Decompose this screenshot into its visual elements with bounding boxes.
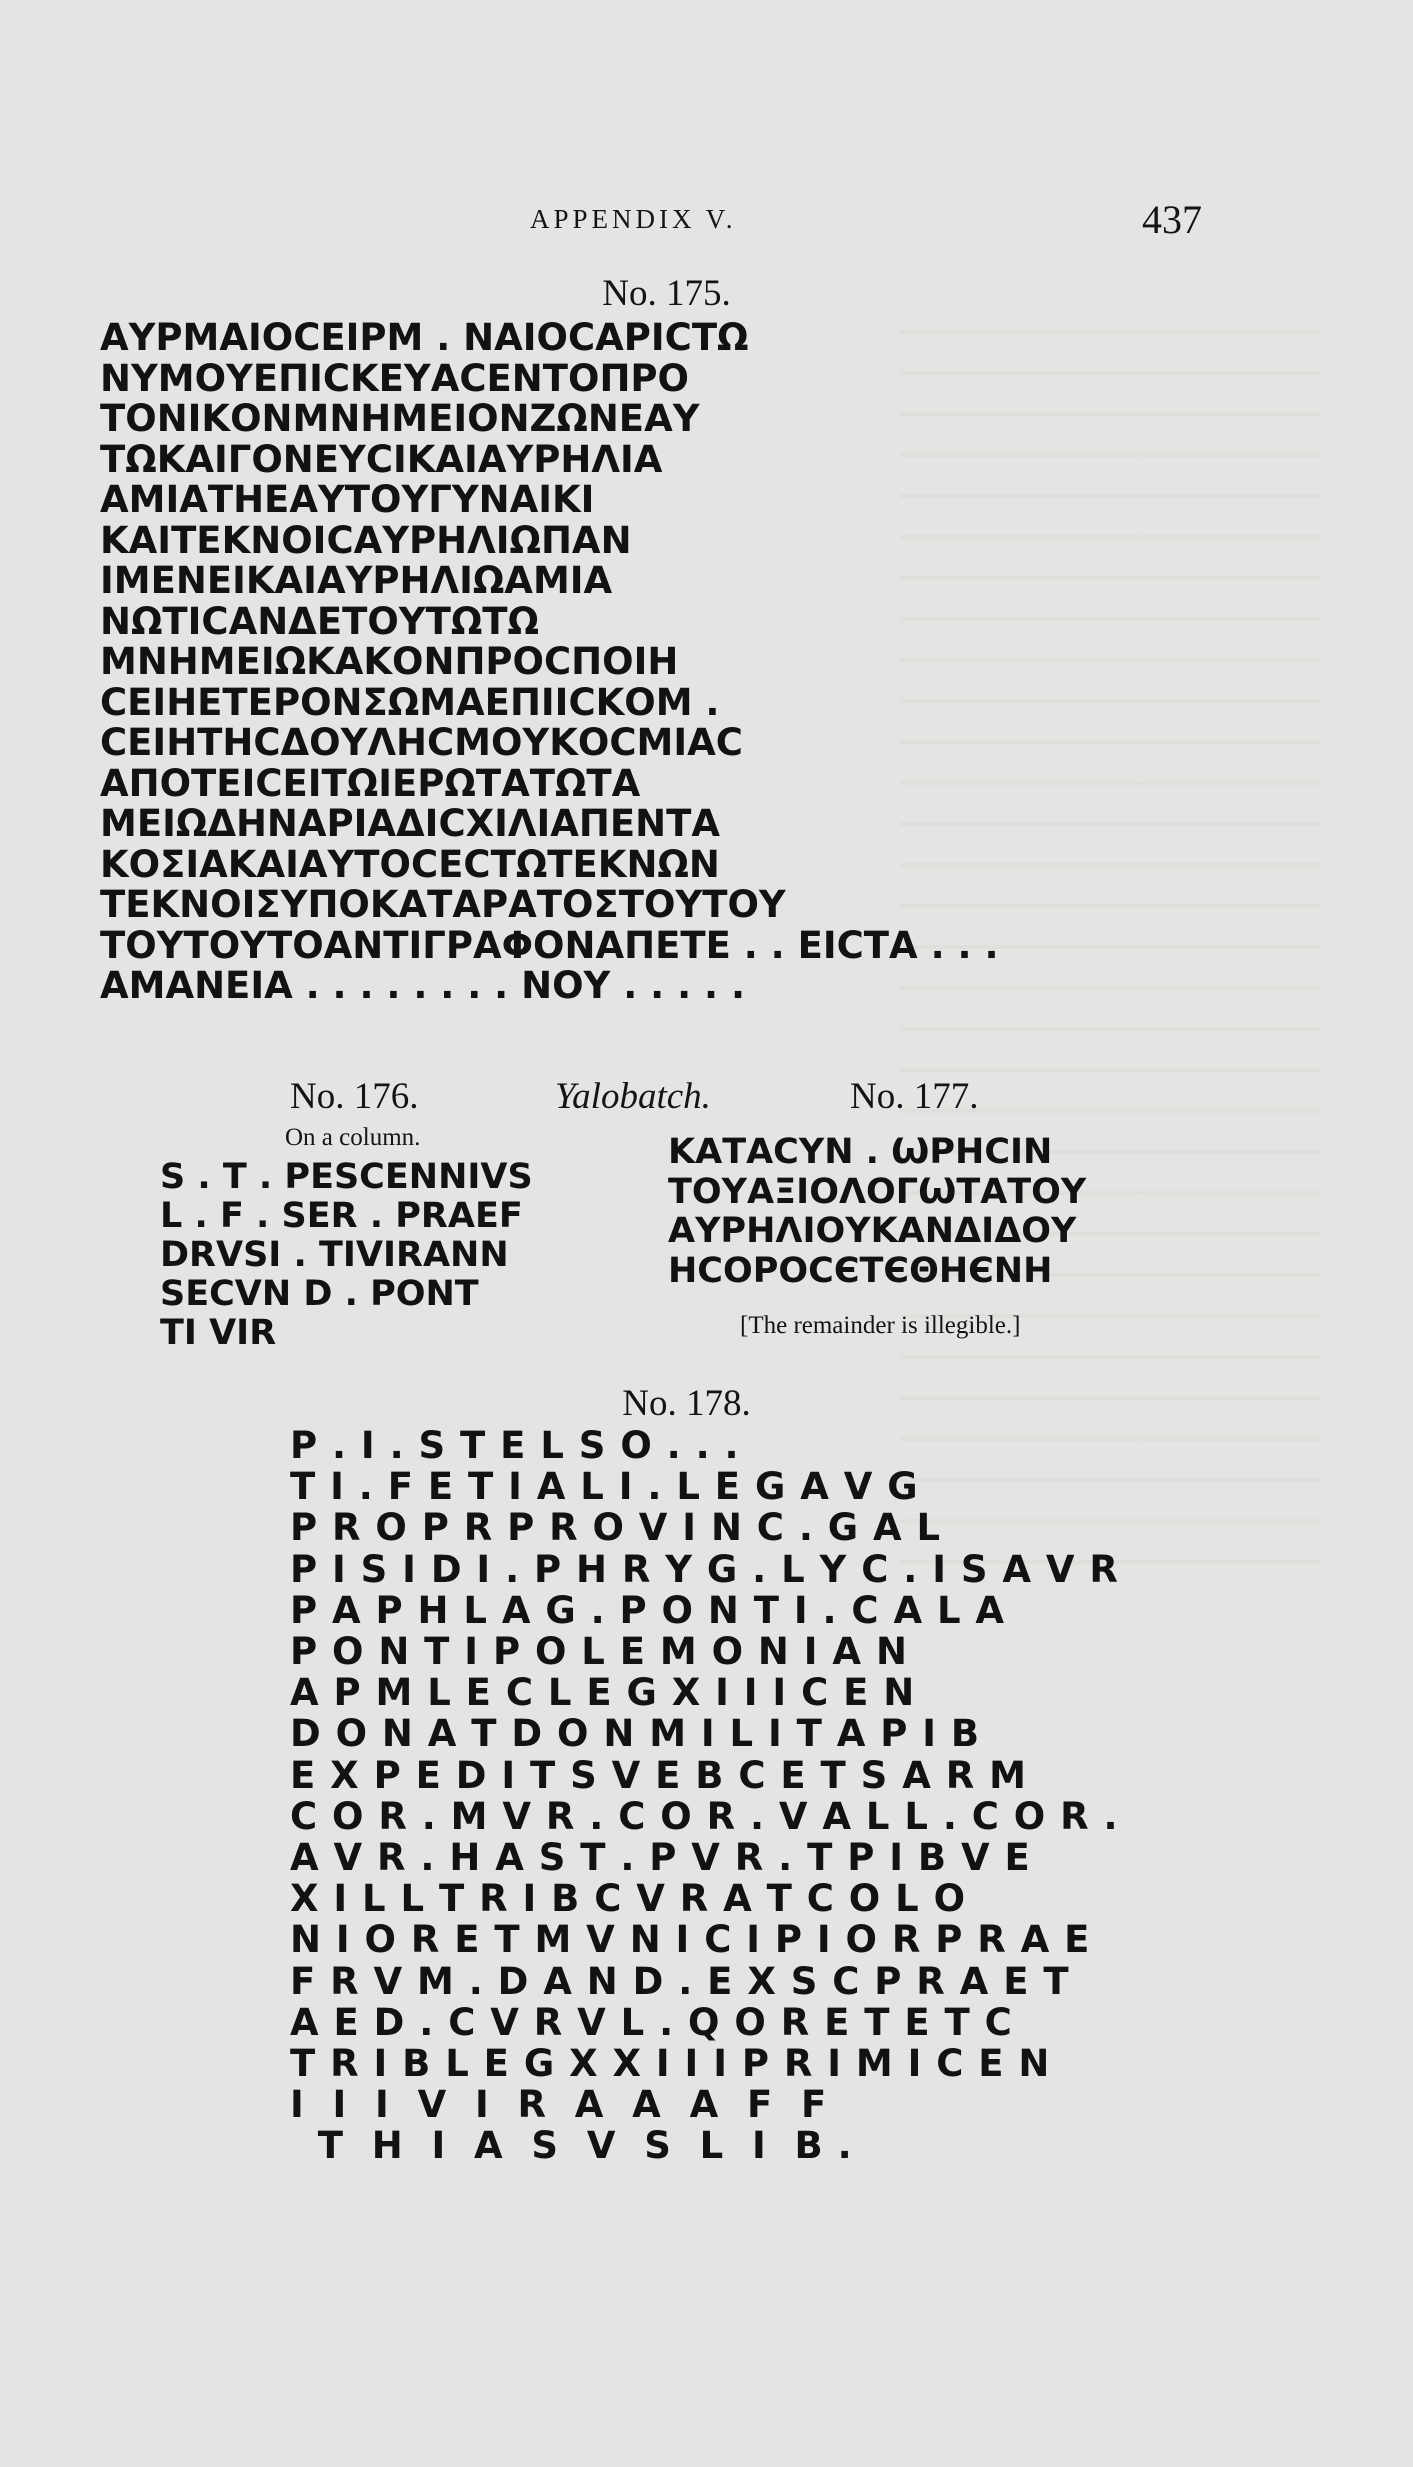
- inscription-line: P . I . S T E L S O . . .: [290, 1424, 740, 1467]
- inscription-176-note: On a column.: [285, 1124, 421, 1151]
- inscription-line: ΜΕΙΩΔΗΝΑΡΙΑΔΙϹΧΙΛΙΑΠΕΝΤΑ: [100, 802, 721, 845]
- inscription-176-text: [160, 1158, 533, 1353]
- page-number: 437: [1142, 197, 1202, 242]
- inscription-line: ΝΥΜΟΥΕΠΙϹΚΕΥΑϹΕΝΤΟΠΡΟ: [100, 356, 689, 400]
- inscription-line: S . T . PESCENNIVS: [160, 1157, 533, 1197]
- inscription-line: P I S I D I . P H R Y G . L Y C . I S A V R: [290, 1547, 1119, 1591]
- inscription-178-heading: No. 178.: [622, 1383, 751, 1424]
- inscription-line: ΚΑΙΤΕΚΝΟΙϹΑΥΡΗΛΙΩΠΑΝ: [100, 518, 632, 562]
- inscription-line: A V R . H A S T . P V R . T P I B V E: [290, 1836, 1031, 1880]
- inscription-line: P R O P R P R O V I N C . G A L: [290, 1506, 942, 1550]
- running-head: APPENDIX V.: [530, 204, 737, 234]
- inscription-line: ΙΜΕΝΕΙΚΑΙΑΥΡΗΛΙΩΑΜΙΑ: [100, 559, 613, 602]
- inscription-line: ΚΟΣΙΑΚΑΙΑΥΤΟϹΕϹΤΩΤΕΚΝΩΝ: [100, 842, 720, 886]
- inscription-line: E X P E D I T S V E B C E T S A R M: [290, 1753, 1027, 1797]
- inscription-line: F R V M . D A N D . E X S C P R A E T: [290, 1959, 1070, 2003]
- inscription-line: T I . F E T I A L I . L E G A V G: [290, 1465, 919, 1509]
- inscription-line: T H I A S V S L I B .: [290, 2124, 853, 2168]
- inscription-line: T R I B L E G X X I I I P R I M I C E N: [290, 2042, 1051, 2086]
- inscription-175-heading: No. 175.: [602, 273, 731, 314]
- inscription-line: ΤΟΝΙΚΟΝΜΝΗΜΕΙΟΝΖΩΝΕΑΥ: [100, 397, 700, 440]
- inscription-line: ΑΥΡΗΛΙΟΥΚΑΝΔΙΔΟΥ: [668, 1211, 1077, 1251]
- inscription-line: L . F . SER . PRAEF: [160, 1196, 523, 1236]
- inscription-line: A E D . C V R V L . Q O R E T E T C: [290, 2000, 1013, 2044]
- inscription-line: TI VIR: [160, 1313, 277, 1353]
- inscription-line: ΝΩΤΙϹΑΝΔΕΤΟΥΤΩΤΩ: [100, 599, 539, 643]
- inscription-177-text: [668, 1133, 1086, 1291]
- inscription-177-note: [The remainder is illegible.]: [740, 1312, 1021, 1339]
- inscription-line: DRVSI . TIVIRANN: [160, 1235, 509, 1275]
- inscription-line: P A P H L A G . P O N T I . C A L A: [290, 1588, 1006, 1632]
- inscription-line: ΚΑΤΑϹΥΝ . ѠΡΗϹΙΝ: [668, 1132, 1053, 1172]
- inscription-line: ΑΜΑΝΕΙΑ . . . . . . . . ΝΟΥ . . . . .: [100, 964, 746, 1007]
- inscription-line: D O N A T D O N M I L I T A P I B: [290, 1712, 981, 1756]
- inscription-line: ΑΠΟΤΕΙϹΕΙΤΩΙΕΡΩΤΑΤΩΤΑ: [100, 761, 641, 805]
- inscription-175-text: [100, 318, 999, 1007]
- inscription-line: ΑΥΡΜΑΙΟϹΕΙΡΜ . ΝΑΙΟϹΑΡΙϹΤΩ: [100, 316, 749, 359]
- inscription-line: ΜΝΗΜΕΙΩΚΑΚΟΝΠΡΟϹΠΟΙΗ: [100, 640, 679, 683]
- inscription-line: I I I V I R A A A F F: [290, 2083, 828, 2127]
- inscription-line: N I O R E T M V N I C I P I O R P R A E: [290, 1918, 1091, 1962]
- inscription-line: ΤΩΚΑΙΓΟΝΕΥϹΙΚΑΙΑΥΡΗΛΙΑ: [100, 437, 663, 481]
- inscription-line: P O N T I P O L E M O N I A N: [290, 1630, 908, 1674]
- inscription-line: ΑΜΙΑΤΗΕΑΥΤΟΥΓΥΝΑΙΚΙ: [100, 478, 595, 521]
- location-label: Yalobatch.: [555, 1076, 711, 1117]
- inscription-178-text: [290, 1425, 1119, 2167]
- inscription-line: ΤΕΚΝΟΙΣΥΠΟΚΑΤΑΡΑΤΟΣΤΟΥΤΟΥ: [100, 883, 786, 926]
- inscription-line: ΗϹΟΡΟϹЄΤЄΘΗЄΝΗ: [668, 1250, 1053, 1291]
- inscription-line: ΤΟΥΤΟΥΤΟΑΝΤΙΓΡΑΦΟΝΑΠΕΤΕ . . ΕΙϹΤΑ . . .: [100, 923, 999, 967]
- inscription-line: A P M L E C L E G X I I I C E N: [290, 1671, 916, 1715]
- inscription-line: SECVN D . PONT: [160, 1274, 479, 1314]
- inscription-line: ϹΕΙΗΕΤΕΡΟΝΣΩΜΑΕΠΙΙϹΚΟΜ .: [100, 680, 720, 724]
- inscription-line: X I L L T R I B C V R A T C O L O: [290, 1877, 967, 1921]
- inscription-line: ΤΟΥΑΞΙΟΛΟΓѠΤΑΤΟΥ: [668, 1171, 1087, 1212]
- inscription-177-heading: No. 177.: [850, 1076, 979, 1117]
- inscription-line: C O R . M V R . C O R . V A L L . C O R .: [290, 1794, 1119, 1838]
- inscription-176-heading: No. 176.: [290, 1076, 419, 1117]
- inscription-line: ϹΕΙΗΤΗϹΔΟΥΛΗϹΜΟΥΚΟϹΜΙΑϹ: [100, 721, 743, 764]
